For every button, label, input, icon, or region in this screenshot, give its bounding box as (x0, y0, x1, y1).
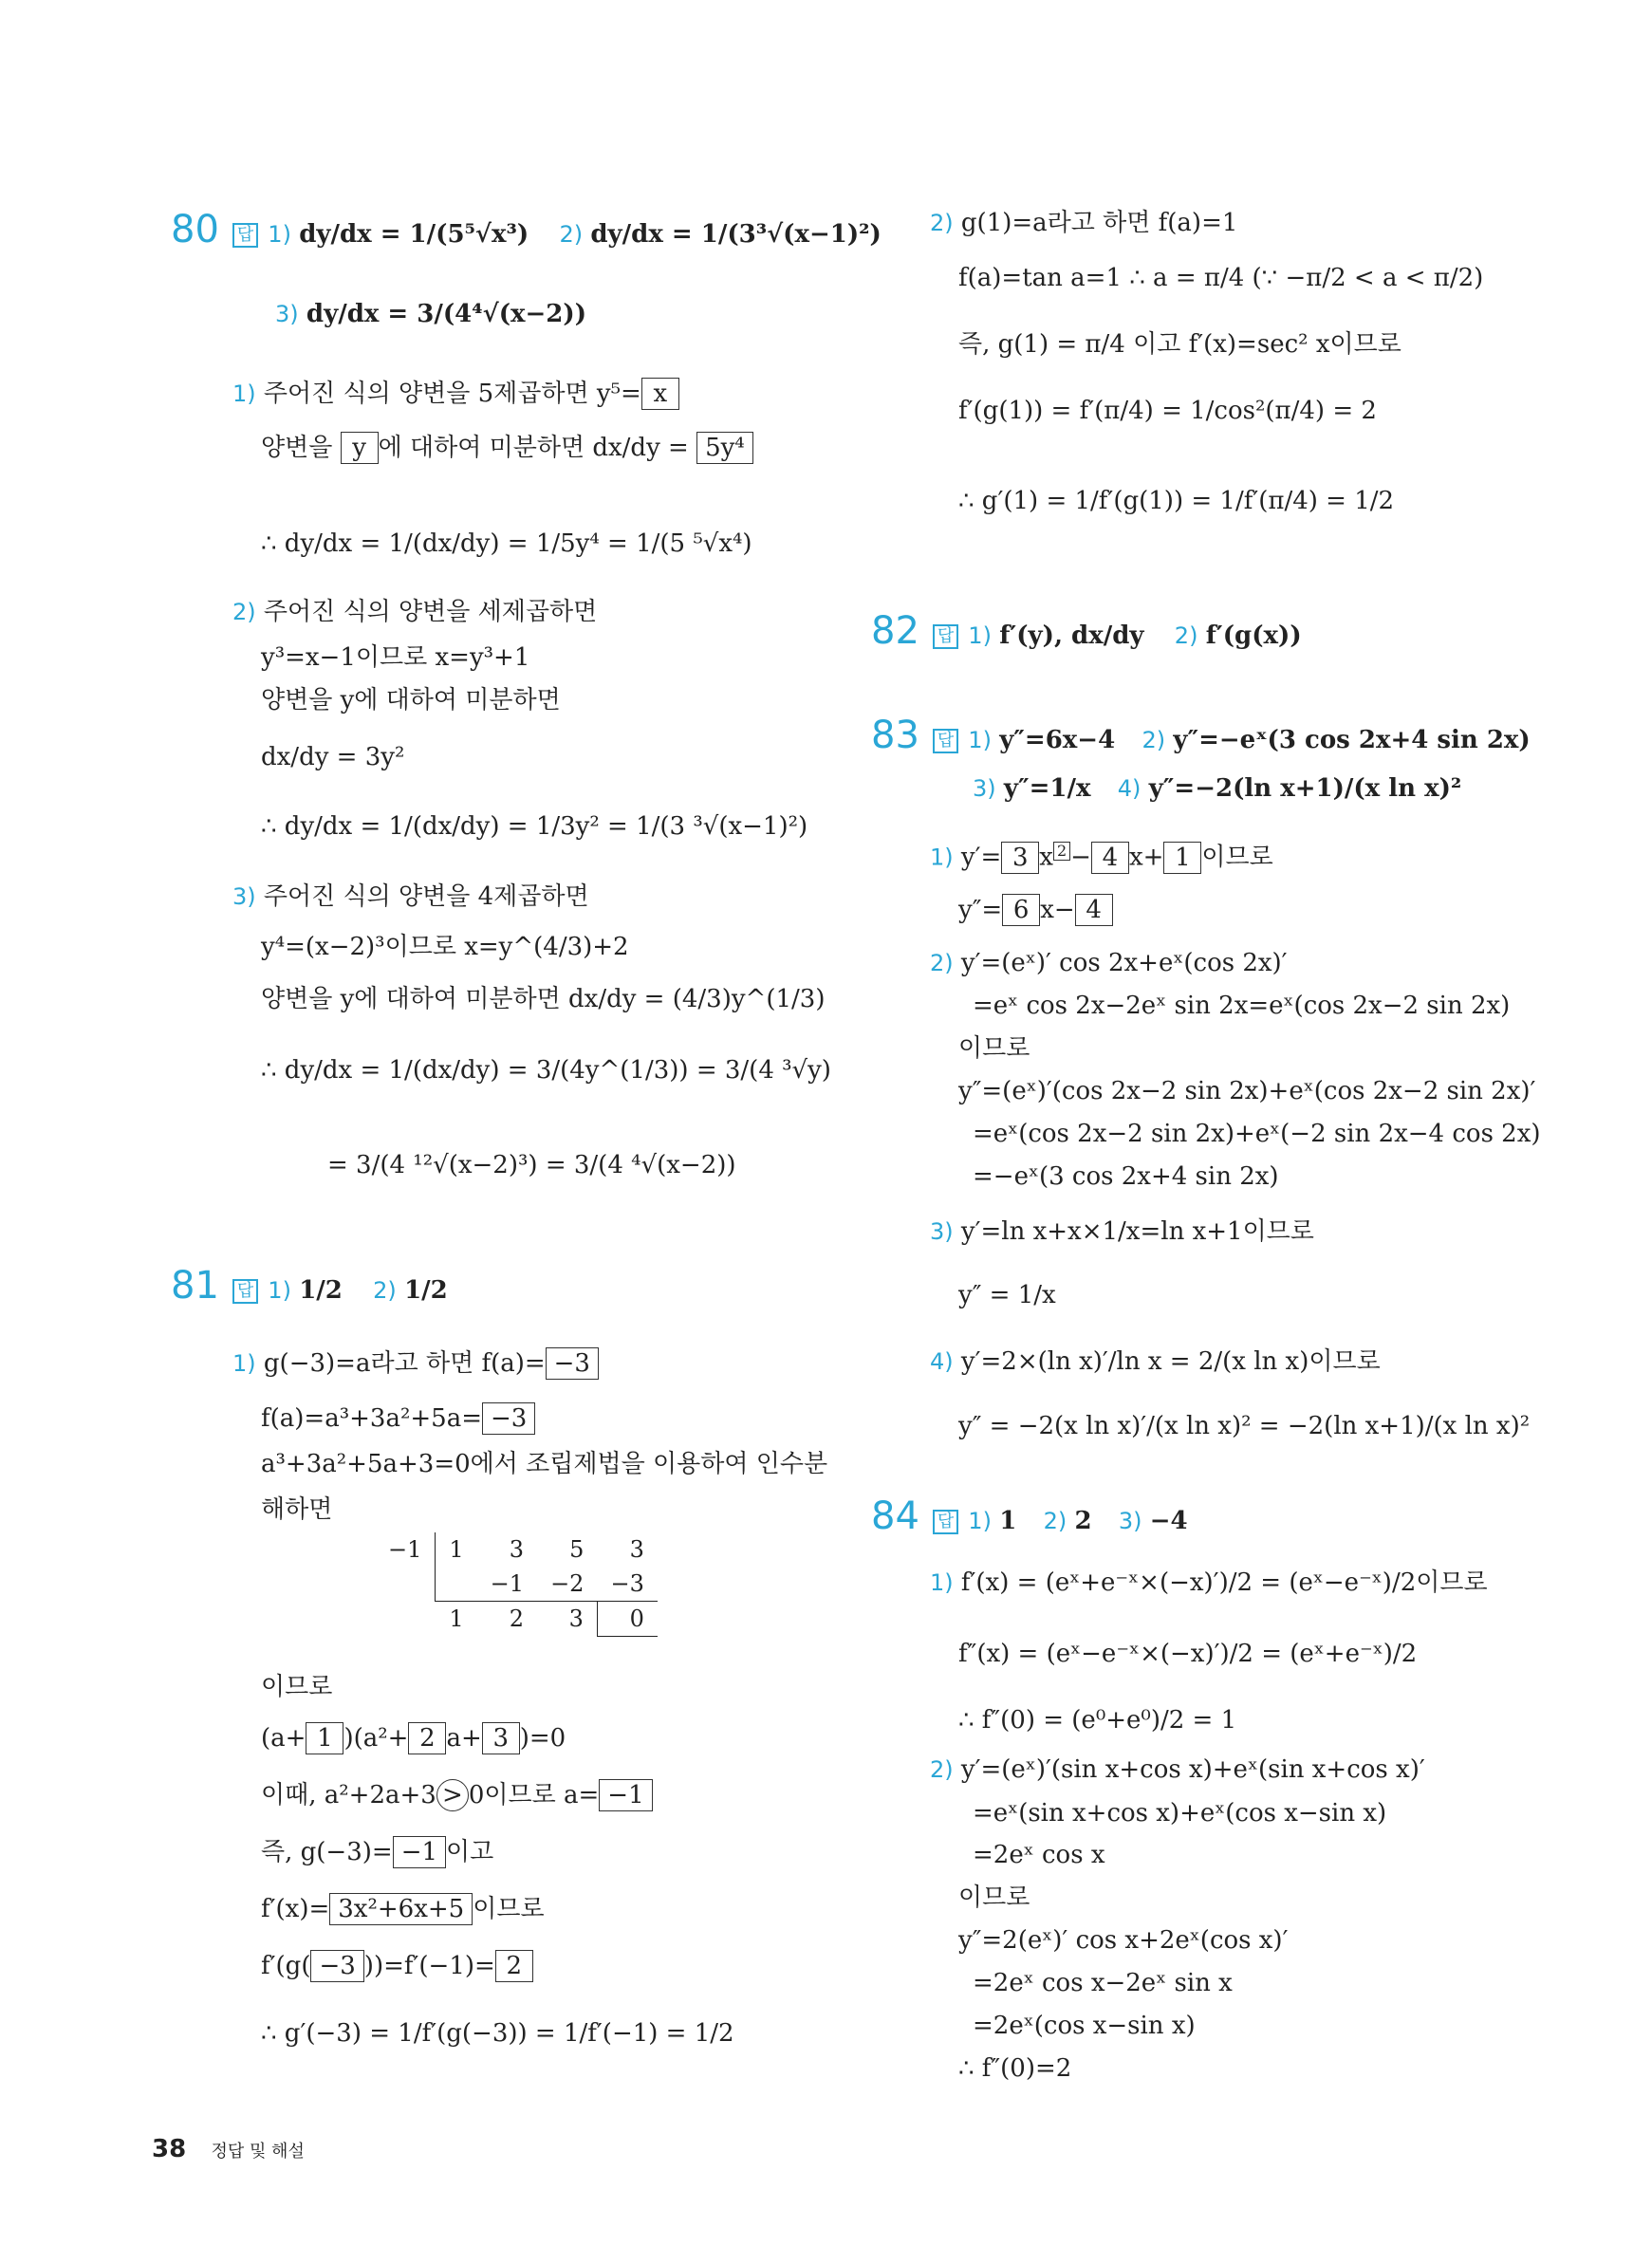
solution-81-1-line4: 해하면 (261, 1495, 333, 1524)
solution-84-2-line2: =eˣ(sin x+cos x)+eˣ(cos x−sin x) (973, 1799, 1387, 1828)
solution-80-3-line1: 3) 주어진 식의 양변을 4제곱하면 (232, 882, 589, 911)
solution-83-3-line2: y″ = 1/x (958, 1281, 1056, 1309)
solution-80-1-line3: ∴ dy/dx = 1/(dx/dy) = 1/5y⁴ = 1/(5 ⁵√x⁴) (261, 529, 752, 558)
solution-83-2-line5: =eˣ(cos 2x−2 sin 2x)+eˣ(−2 sin 2x−4 cos 2x) (973, 1120, 1541, 1148)
solution-81-1-line10: f′(g( −3 ))=f′(−1)= 2 (261, 1950, 533, 1982)
answer-2: 2 (1074, 1507, 1092, 1535)
solution-80-2-line3: 양변을 y에 대하여 미분하면 (261, 686, 561, 714)
solution-80-2-line5: ∴ dy/dx = 1/(dx/dy) = 1/3y² = 1/(3 ³√(x−1)²) (261, 812, 808, 841)
answer-1: f′(y), dx/dy (999, 622, 1144, 650)
footer-label: 정답 및 해설 (211, 2142, 305, 2162)
solution-81-2-line5: ∴ g′(1) = 1/f′(g(1)) = 1/f′(π/4) = 1/2 (958, 487, 1395, 515)
solution-84-2-line6: =2eˣ cos x−2eˣ sin x (973, 1969, 1233, 1997)
solution-80-3-line5: = 3/(4 ¹²√(x−2)³) = 3/(4 ⁴√(x−2)) (327, 1151, 736, 1179)
solution-83-3-line1: 3) y′=ln x+x×1/x=ln x+1이므로 (930, 1217, 1314, 1246)
synthetic-division-table: −1 1 3 5 3 −1 −2 −3 1 2 3 0 (375, 1532, 658, 1637)
problem-83-header: 83 답 1) y″=6x−4 2) y″=−eˣ(3 cos 2x+4 sin 2x) (871, 714, 1531, 757)
answer-box: −3 (546, 1347, 599, 1380)
answer-box: 6 (1002, 894, 1040, 926)
synthetic-division (375, 1532, 658, 1637)
solution-84-1-line1: 1) f′(x) = (eˣ+e⁻ˣ×(−x)′)/2 = (eˣ−e⁻ˣ)/2이므로 (930, 1568, 1488, 1597)
solution-81-1-line11: ∴ g′(−3) = 1/f′(g(−3)) = 1/f′(−1) = 1/2 (261, 2019, 734, 2048)
answer-box: x (641, 378, 679, 410)
solution-83-2-line1: 2) y′=(eˣ)′ cos 2x+eˣ(cos 2x)′ (930, 949, 1288, 977)
answer-box: 2 (408, 1722, 446, 1754)
problem-80-header: 80 답 1) dy/dx = 1/(5⁵√x³) 2) dy/dx = 1/(3³√(x−1)²) (171, 208, 882, 251)
answer-tag: 답 (232, 1279, 258, 1304)
answer-box: 4 (1075, 894, 1113, 926)
solution-84-2-line4: 이므로 (958, 1884, 1030, 1912)
page-number: 38 (152, 2135, 187, 2163)
answer-box: −3 (310, 1950, 363, 1982)
solution-81-2-line3: 즉, g(1) = π/4 이고 f′(x)=sec² x이므로 (958, 330, 1401, 359)
answer-1: 1/2 (299, 1276, 343, 1305)
problem-number: 83 (871, 714, 919, 757)
answer-4: y″=−2(ln x+1)/(x ln x)² (1148, 774, 1462, 803)
answer-3: dy/dx = 3/(4⁴√(x−2)) (306, 300, 586, 328)
problem-number: 84 (871, 1494, 919, 1538)
solution-80-3-line2: y⁴=(x−2)³이므로 x=y^(4/3)+2 (261, 933, 629, 961)
answer-box: −1 (393, 1836, 446, 1868)
solution-84-2-line3: =2eˣ cos x (973, 1841, 1105, 1869)
solution-81-1-line6: (a+ 1 )(a²+ 2 a+ 3 )=0 (261, 1724, 566, 1753)
answer-circle: > (436, 1779, 469, 1811)
solution-83-4-line1: 4) y′=2×(ln x)′/ln x = 2/(x ln x)이므로 (930, 1347, 1381, 1376)
answer-box: −1 (599, 1779, 652, 1811)
answer-box: 3 (482, 1722, 520, 1754)
solution-81-2-line4: f′(g(1)) = f′(π/4) = 1/cos²(π/4) = 2 (958, 397, 1377, 425)
answer-1: y″=6x−4 (999, 726, 1116, 754)
solution-84-1-line3: ∴ f″(0) = (e⁰+e⁰)/2 = 1 (958, 1706, 1237, 1735)
solution-83-1-line1: 1) y′= 3 x $^2$ − 4 x+ 1 이므로 (930, 842, 1273, 872)
solution-80-1-line2: 양변을 y 에 대하여 미분하면 dx/dy = 5y⁴ (261, 432, 753, 464)
answer-box: 4 (1091, 842, 1129, 874)
answer-box: 1 (306, 1722, 343, 1754)
answer-1: dy/dx = 1/(5⁵√x³) (299, 220, 529, 249)
answer-2: dy/dx = 1/(3³√(x−1)²) (590, 220, 882, 249)
solution-84-2-line8: ∴ f″(0)=2 (958, 2054, 1072, 2083)
answer-box: y (341, 432, 379, 464)
answer-box: 1 (1163, 842, 1201, 874)
answer-tag: 답 (933, 1510, 958, 1534)
solution-81-2-line1: 2) g(1)=a라고 하면 f(a)=1 (930, 209, 1238, 237)
problem-82-header: 82 답 1) f′(y), dx/dy 2) f′(g(x)) (871, 609, 1302, 653)
solution-80-2-line2: y³=x−1이므로 x=y³+1 (261, 643, 530, 672)
problem-number: 81 (171, 1264, 219, 1308)
solution-81-1-line3: a³+3a²+5a+3=0에서 조립제법을 이용하여 인수분 (261, 1450, 828, 1478)
answer-3: −4 (1149, 1507, 1188, 1535)
problem-81-header: 81 답 1) 1/2 2) 1/2 (171, 1264, 448, 1308)
solution-83-2-line3: 이므로 (958, 1034, 1030, 1063)
problem-number: 80 (171, 208, 219, 251)
solution-81-1-line7: 이때, a²+2a+3 > 0이므로 a= −1 (261, 1779, 653, 1811)
solution-81-1-line2: f(a)=a³+3a²+5a= −3 (261, 1402, 535, 1435)
solution-81-2-line2: f(a)=tan a=1 ∴ a = π/4 (∵ −π/2 < a < π/2) (958, 264, 1484, 292)
solution-81-1-line1: 1) g(−3)=a라고 하면 f(a)= −3 (232, 1347, 599, 1380)
solution-84-1-line2: f″(x) = (eˣ−e⁻ˣ×(−x)′)/2 = (eˣ+e⁻ˣ)/2 (958, 1640, 1418, 1668)
answer-box: 3x²+6x+5 (329, 1893, 473, 1925)
answer-box: 3 (1001, 842, 1039, 874)
solution-81-1-line5: 이므로 (261, 1673, 333, 1701)
solution-83-2-line4: y″=(eˣ)′(cos 2x−2 sin 2x)+eˣ(cos 2x−2 sin 2x)′ (958, 1077, 1536, 1105)
solution-81-1-line9: f′(x)= 3x²+6x+5 이므로 (261, 1895, 545, 1923)
solution-81-1-line8: 즉, g(−3)= −1 이고 (261, 1838, 494, 1866)
answer-2: 1/2 (404, 1276, 448, 1305)
answer-box: 2 (1053, 842, 1070, 861)
problem-84-header: 84 답 1) 1 2) 2 3) −4 (871, 1494, 1188, 1538)
solution-80-3-line3: 양변을 y에 대하여 미분하면 dx/dy = (4/3)y^(1/3) (261, 985, 826, 1013)
answer-1: 1 (999, 1507, 1017, 1535)
solution-83-1-line2: y″= 6 x− 4 (958, 894, 1113, 926)
solution-83-4-line2: y″ = −2(x ln x)′/(x ln x)² = −2(ln x+1)/(x ln x)² (958, 1412, 1531, 1440)
solution-83-2-line2: =eˣ cos 2x−2eˣ sin 2x=eˣ(cos 2x−2 sin 2x) (973, 992, 1511, 1020)
answer-box: 2 (495, 1950, 533, 1982)
answer-2: f′(g(x)) (1205, 622, 1302, 650)
answer-2: y″=−eˣ(3 cos 2x+4 sin 2x) (1173, 726, 1531, 754)
solution-80-2-line1: 2) 주어진 식의 양변을 세제곱하면 (232, 598, 598, 626)
problem-number: 82 (871, 609, 919, 653)
solution-80-3-line4: ∴ dy/dx = 1/(dx/dy) = 3/(4y^(1/3)) = 3/(4 ³√y) (261, 1056, 831, 1085)
problem-83-answers-3-4: 3) y″=1/x 4) y″=−2(ln x+1)/(x ln x)² (973, 774, 1462, 803)
solution-84-2-line1: 2) y′=(eˣ)′(sin x+cos x)+eˣ(sin x+cos x)′ (930, 1755, 1425, 1784)
problem-80-answer-3: 3) dy/dx = 3/(4⁴√(x−2)) (275, 300, 586, 328)
answer-tag: 답 (933, 624, 958, 649)
answer-box: −3 (482, 1402, 535, 1435)
answer-3: y″=1/x (1003, 774, 1091, 803)
solution-80-1-line1: 1) 주어진 식의 양변을 5제곱하면 y⁵= x (232, 378, 679, 410)
solution-84-2-line7: =2eˣ(cos x−sin x) (973, 2012, 1196, 2040)
answer-tag: 답 (232, 223, 258, 248)
solution-84-2-line5: y″=2(eˣ)′ cos x+2eˣ(cos x)′ (958, 1926, 1289, 1955)
solution-83-2-line6: =−eˣ(3 cos 2x+4 sin 2x) (973, 1162, 1279, 1191)
solution-80-2-line4: dx/dy = 3y² (261, 743, 405, 771)
answer-tag: 답 (933, 729, 958, 753)
page-footer (152, 2137, 305, 2162)
answer-box: 5y⁴ (696, 432, 753, 464)
